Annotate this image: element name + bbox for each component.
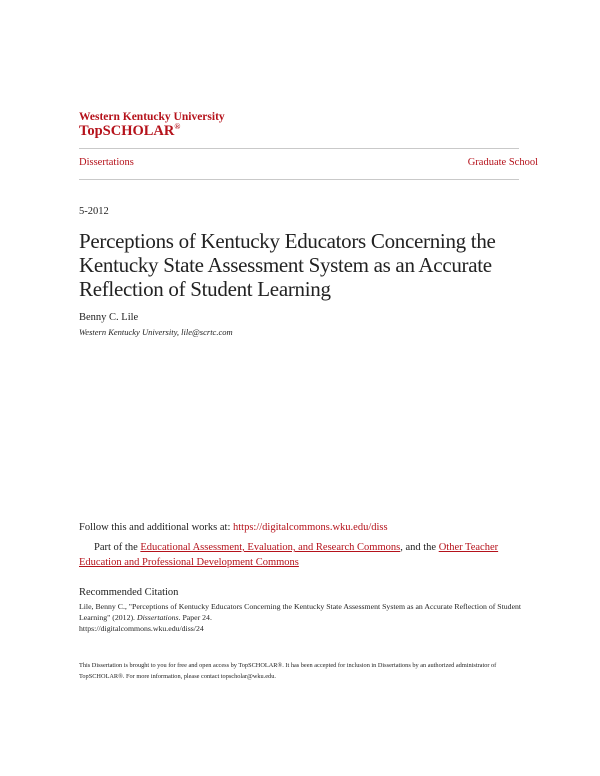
educational-assessment-commons-link[interactable]: Educational Assessment, Evaluation, and Research Commons <box>140 542 401 553</box>
dissertations-link[interactable]: Dissertations <box>79 157 134 168</box>
publication-date: 5-2012 <box>79 206 109 217</box>
part-of-middle: , and the <box>400 542 439 553</box>
part-of-paragraph <box>79 540 524 570</box>
part-of-prefix: Part of the <box>94 542 141 553</box>
graduate-school-link[interactable]: Graduate School <box>467 157 538 168</box>
citation-text <box>79 601 529 634</box>
registered-mark: ® <box>174 122 181 131</box>
repository-name: TopSCHOLAR <box>79 122 175 139</box>
repository-logo <box>79 122 180 140</box>
university-name: Western Kentucky University <box>79 111 225 123</box>
follow-line <box>79 522 388 533</box>
document-title: Perceptions of Kentucky Educators Concerning the Kentucky State Assessment System as an Accurate Reflection of Student Learning <box>79 229 496 301</box>
citation-url: https://digitalcommons.wku.edu/diss/24 <box>79 624 204 633</box>
citation-paper: . Paper 24. <box>178 613 212 622</box>
author-affiliation: Western Kentucky University, lile@scrtc.com <box>79 327 233 337</box>
author-name: Benny C. Lile <box>79 312 139 323</box>
access-statement: This Dissertation is brought to you for free and open access by TopSCHOLAR®. It has been accepted for inclusion in Dissertations by an authorized administrator of TopSCHOLAR®. For more information, please contact topscholar@wku.edu. <box>79 662 497 680</box>
other-teacher-education-commons-link[interactable]: Other Teacher Education and Professional Development Commons <box>79 542 499 568</box>
top-divider <box>79 148 519 149</box>
follow-prefix: Follow this and additional works at: <box>79 522 233 533</box>
citation-series: Dissertations <box>136 613 179 622</box>
collection-url-link[interactable]: https://digitalcommons.wku.edu/diss <box>233 522 388 533</box>
citation-heading: Recommended Citation <box>79 587 179 598</box>
bottom-divider <box>79 179 519 180</box>
citation-body: Lile, Benny C., "Perceptions of Kentucky Educators Concerning the Kentucky State Assessment System as an Accurate Reflection of Student Learning" (2012). <box>79 602 522 622</box>
